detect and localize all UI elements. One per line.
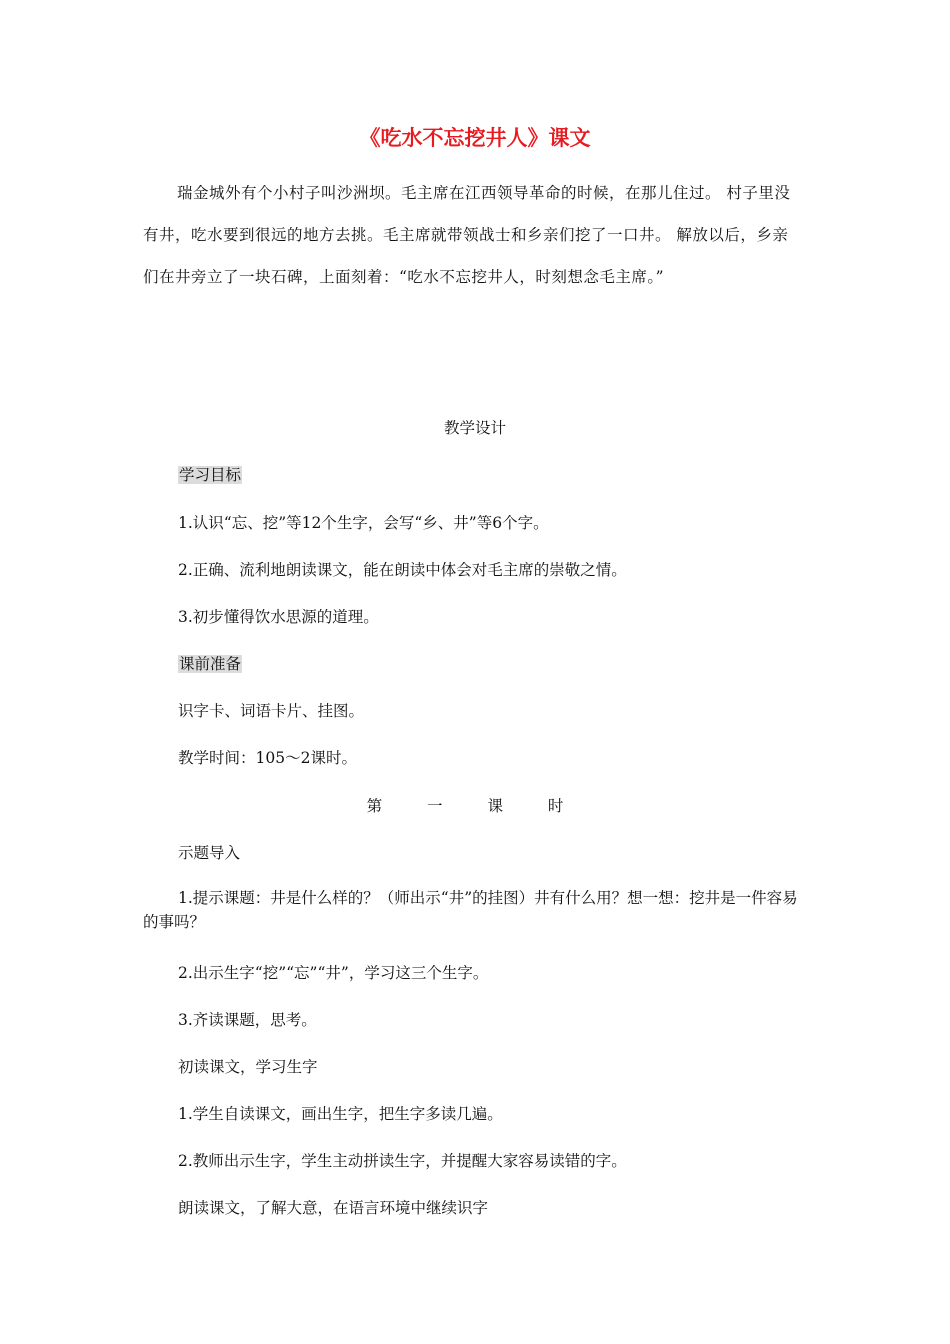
section1-item: 3.齐读课题，思考。 [178,1011,317,1029]
goals-heading [178,463,242,485]
section2-item: 2.教师出示生字，学生主动拼读生字，并提醒大家容易读错的字。 [178,1152,627,1170]
design-heading: 教学设计 [443,419,506,437]
teaching-time: 教学时间：105～2课时。 [178,749,357,767]
section1-item: 2.出示生字“挖”“忘”“井”，学习这三个生字。 [178,964,489,982]
story-text: 瑞金城外有个小村子叫沙洲坝。毛主席在江西领导革命的时候，在那儿住过。 村子里没有井，吃水要到很远的地方去挑。毛主席就带领战士和乡亲们挖了一口井。 解放以后，乡亲们在井旁立了一块石碑，上面刻着：“吃水不忘挖井人，时刻想念毛主席。” [143,184,791,286]
prep-items: 识字卡、词语卡片、挂图。 [178,702,365,720]
lesson-heading: 第 一 课 时 [366,797,584,815]
section1-item-text: 1.提示课题：井是什么样的？（师出示“井”的挂图）井有什么用？想一想：挖井是一件容易的事吗？ [143,889,798,931]
section1-heading: 示题导入 [178,844,241,862]
document-title: 《吃水不忘挖井人》课文 [359,126,591,150]
goal-item: 2.正确、流利地朗读课文，能在朗读中体会对毛主席的崇敬之情。 [178,561,627,579]
goals-heading-text: 学习目标 [179,466,242,484]
prep-heading [178,652,242,674]
prep-heading-text: 课前准备 [179,655,242,673]
goal-item: 1.认识“忘、挖”等12个生字，会写“乡、井”等6个字。 [178,514,549,532]
section2-heading: 初读课文，学习生字 [178,1058,318,1076]
story-paragraph [143,172,803,298]
section2-item: 1.学生自读课文，画出生字，把生字多读几遍。 [178,1105,503,1123]
goal-item: 3.初步懂得饮水思源的道理。 [178,608,379,626]
section1-item [143,886,803,934]
section3-heading: 朗读课文，了解大意，在语言环境中继续识字 [178,1199,489,1217]
